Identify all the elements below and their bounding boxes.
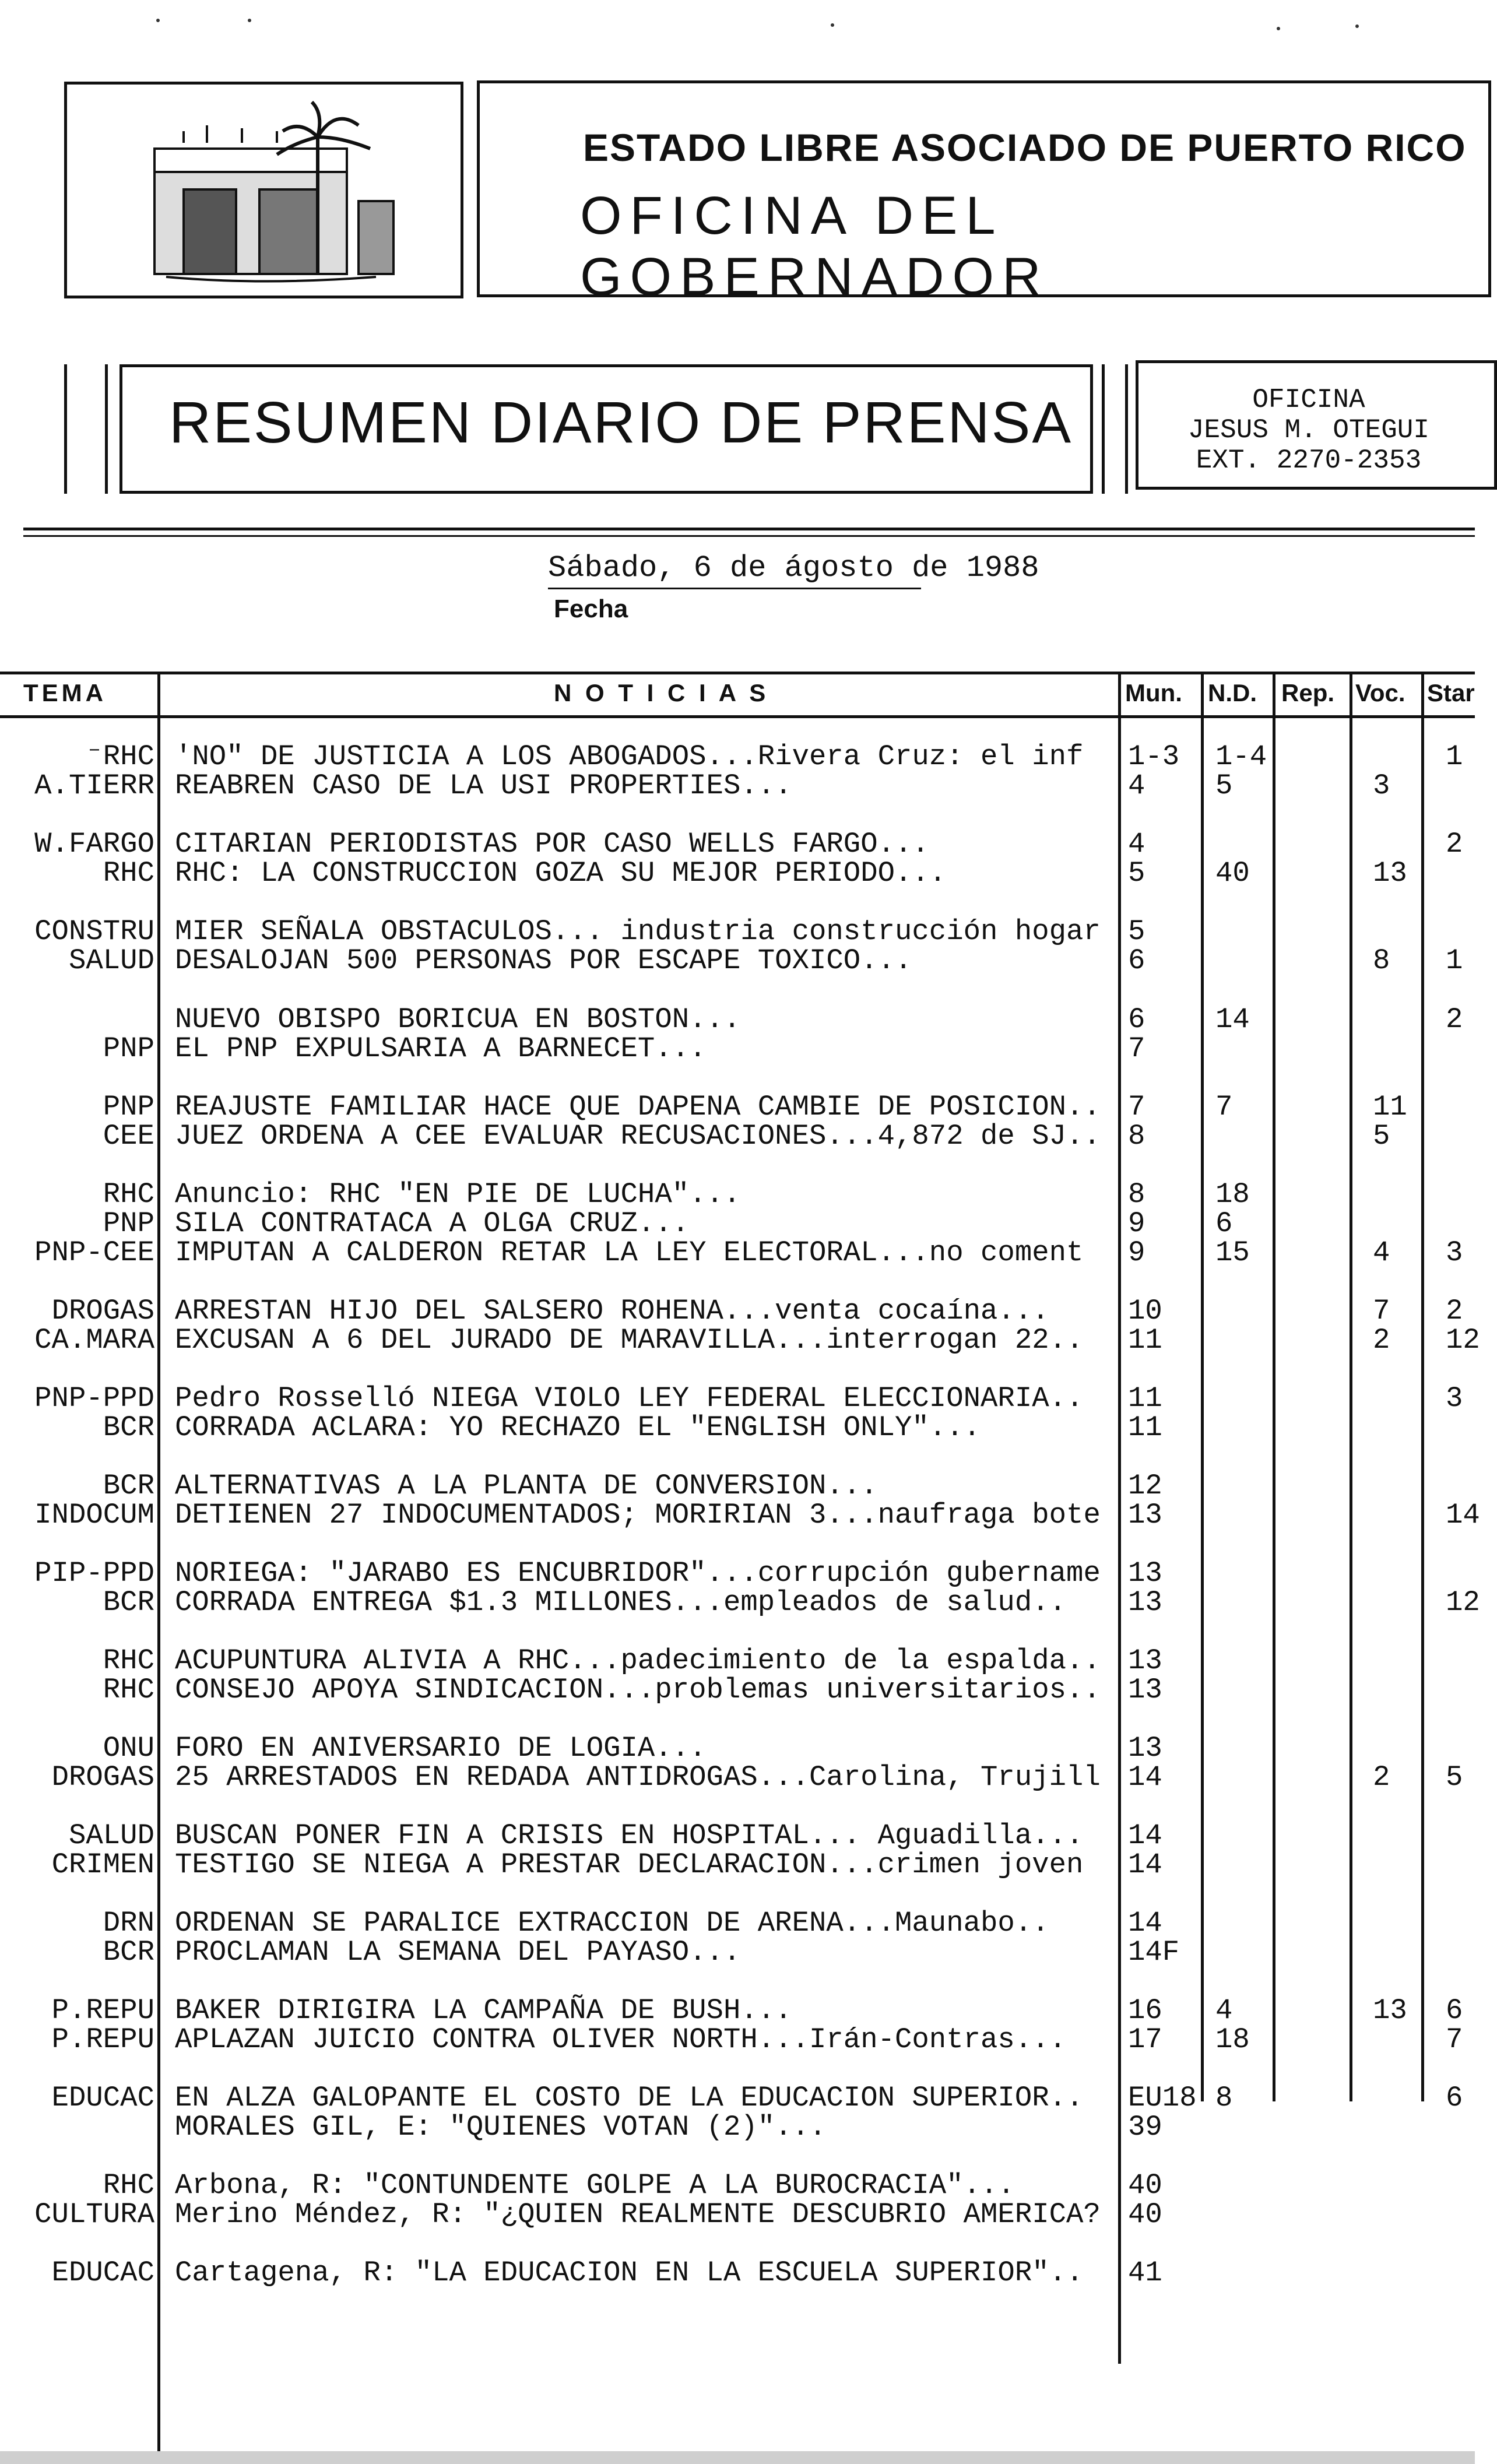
row-tema: DROGAS <box>51 1295 154 1327</box>
column-divider <box>1421 673 1424 2101</box>
row-tema: RHC <box>103 857 154 890</box>
table-header-border <box>0 715 1475 718</box>
scan-speck <box>248 19 251 22</box>
row-mun: 4 <box>1128 769 1145 802</box>
row-mun: 14 <box>1128 1819 1162 1852</box>
row-voc: 3 <box>1373 769 1390 802</box>
row-tema: PIP-PPD <box>34 1557 154 1590</box>
row-noticia: PROCLAMAN LA SEMANA DEL PAYASO... <box>175 1936 741 1969</box>
column-header-noticias: N O T I C I A S <box>554 679 769 706</box>
row-noticia: CITARIAN PERIODISTAS POR CASO WELLS FARGO... <box>175 828 929 860</box>
row-noticia: CORRADA ACLARA: YO RECHAZO EL "ENGLISH ONLY"... <box>175 1411 981 1444</box>
row-tema: PNP <box>103 1032 154 1065</box>
row-mun: 11 <box>1128 1382 1162 1415</box>
row-noticia: NORIEGA: "JARABO ES ENCUBRIDOR"...corrupción gubername <box>175 1557 1101 1590</box>
table-top-border <box>0 672 1475 674</box>
row-mun: 13 <box>1128 1499 1162 1531</box>
scan-speck <box>1355 24 1359 28</box>
row-voc: 11 <box>1373 1091 1407 1123</box>
row-noticia: APLAZAN JUICIO CONTRA OLIVER NORTH...Irán-Contras... <box>175 2023 1067 2056</box>
row-tema: PNP <box>103 1091 154 1123</box>
office-contact-name: JESUS M. OTEGUI <box>1187 415 1430 445</box>
row-tema: CULTURA <box>34 2198 154 2231</box>
row-tema: PNP-CEE <box>34 1236 154 1269</box>
banner-right-bars <box>1102 364 1128 494</box>
column-header-mun: Mun. <box>1125 679 1182 706</box>
column-divider <box>1350 673 1352 2101</box>
row-noticia: DESALOJAN 500 PERSONAS POR ESCAPE TOXICO... <box>175 944 912 977</box>
office-title: OFICINA DEL GOBERNADOR <box>580 186 1049 307</box>
row-noticia: Arbona, R: "CONTUNDENTE GOLPE A LA BUROCRACIA"... <box>175 2169 1015 2202</box>
row-tema: BCR <box>103 1470 154 1502</box>
row-noticia: ORDENAN SE PARALICE EXTRACCION DE ARENA...Maunabo.. <box>175 1907 1049 1939</box>
row-star: 6 <box>1446 1994 1463 2027</box>
row-mun: 11 <box>1128 1324 1162 1356</box>
row-noticia: EN ALZA GALOPANTE EL COSTO DE LA EDUCACION SUPERIOR.. <box>175 2082 1084 2114</box>
row-voc: 2 <box>1373 1324 1390 1356</box>
row-mun: 40 <box>1128 2198 1162 2231</box>
row-mun: 4 <box>1128 828 1145 860</box>
row-noticia: REABREN CASO DE LA USI PROPERTIES... <box>175 769 792 802</box>
row-tema: BCR <box>103 1586 154 1619</box>
scan-speck <box>831 23 834 27</box>
row-tema: RHC <box>103 2169 154 2202</box>
row-mun: 10 <box>1128 1295 1162 1327</box>
fortaleza-logo-icon <box>67 85 461 296</box>
row-mun: 8 <box>1128 1120 1145 1152</box>
column-header-rep: Rep. <box>1281 679 1335 706</box>
row-mun: 14 <box>1128 1848 1162 1881</box>
row-mun: 14F <box>1128 1936 1180 1969</box>
row-tema: PNP <box>103 1207 154 1240</box>
row-noticia: SILA CONTRATACA A OLGA CRUZ... <box>175 1207 690 1240</box>
row-mun: 8 <box>1128 1178 1145 1211</box>
row-mun: 13 <box>1128 1674 1162 1706</box>
row-mun: 1-3 <box>1128 740 1180 773</box>
row-voc: 2 <box>1373 1761 1390 1794</box>
row-mun: 14 <box>1128 1761 1162 1794</box>
row-voc: 7 <box>1373 1295 1390 1327</box>
row-star: 1 <box>1446 944 1463 977</box>
row-star: 12 <box>1446 1586 1480 1619</box>
row-noticia: Cartagena, R: "LA EDUCACION EN LA ESCUELA SUPERIOR".. <box>175 2256 1084 2289</box>
office-label: OFICINA <box>1252 385 1365 415</box>
row-tema: W.FARGO <box>34 828 154 860</box>
column-header-nd: N.D. <box>1208 679 1257 706</box>
row-noticia: RHC: LA CONSTRUCCION GOZA SU MEJOR PERIODO... <box>175 857 947 890</box>
date-label: Fecha <box>554 595 628 623</box>
row-star: 3 <box>1446 1382 1463 1415</box>
office-extension: EXT. 2270-2353 <box>1196 445 1422 476</box>
column-header-tema: TEMA <box>23 679 107 706</box>
row-star: 1 <box>1446 740 1463 773</box>
office-contact <box>1157 385 1460 476</box>
row-nd: 18 <box>1215 2023 1250 2056</box>
row-nd: 7 <box>1215 1091 1233 1123</box>
row-tema: CEE <box>103 1120 154 1152</box>
row-tema: P.REPU <box>51 1994 154 2027</box>
row-noticia: REAJUSTE FAMILIAR HACE QUE DAPENA CAMBIE DE POSICION.. <box>175 1091 1101 1123</box>
row-mun: 13 <box>1128 1644 1162 1677</box>
row-nd: 14 <box>1215 1003 1250 1036</box>
banner-title: RESUMEN DIARIO DE PRENSA <box>169 390 1073 455</box>
row-mun: 41 <box>1128 2256 1162 2289</box>
row-tema: BCR <box>103 1936 154 1969</box>
row-nd: 5 <box>1215 769 1233 802</box>
row-noticia: CORRADA ENTREGA $1.3 MILLONES...empleados de salud.. <box>175 1586 1067 1619</box>
row-voc: 13 <box>1373 1994 1407 2027</box>
row-noticia: BAKER DIRIGIRA LA CAMPAÑA DE BUSH... <box>175 1994 792 2027</box>
row-noticia: BUSCAN PONER FIN A CRISIS EN HOSPITAL... Aguadilla... <box>175 1819 1084 1852</box>
row-mun: 17 <box>1128 2023 1162 2056</box>
row-tema: EDUCAC <box>51 2256 154 2289</box>
row-noticia: MIER SEÑALA OBSTACULOS... industria construcción hogar <box>175 915 1101 948</box>
row-mun: 13 <box>1128 1557 1162 1590</box>
column-header-star: Star <box>1427 679 1475 706</box>
row-mun: 5 <box>1128 915 1145 948</box>
row-mun: 16 <box>1128 1994 1162 2027</box>
row-star: 7 <box>1446 2023 1463 2056</box>
row-tema: RHC <box>103 1674 154 1706</box>
row-nd: 18 <box>1215 1178 1250 1211</box>
row-tema: DRN <box>103 1907 154 1939</box>
row-noticia: Pedro Rosselló NIEGA VIOLO LEY FEDERAL ELECCIONARIA.. <box>175 1382 1084 1415</box>
row-noticia: FORO EN ANIVERSARIO DE LOGIA... <box>175 1732 707 1764</box>
row-tema: PNP-PPD <box>34 1382 154 1415</box>
row-voc: 8 <box>1373 944 1390 977</box>
row-tema: SALUD <box>68 944 154 977</box>
logo-box <box>64 82 463 298</box>
row-nd: 6 <box>1215 1207 1233 1240</box>
row-mun: 7 <box>1128 1091 1145 1123</box>
row-tema: ⁻RHC <box>86 740 154 773</box>
row-noticia: ACUPUNTURA ALIVIA A RHC...padecimiento de la espalda.. <box>175 1644 1101 1677</box>
row-noticia: ALTERNATIVAS A LA PLANTA DE CONVERSION... <box>175 1470 878 1502</box>
row-nd: 4 <box>1215 1994 1233 2027</box>
row-tema: CA.MARA <box>34 1324 154 1356</box>
row-star: 2 <box>1446 828 1463 860</box>
row-tema: BCR <box>103 1411 154 1444</box>
row-tema: SALUD <box>68 1819 154 1852</box>
row-tema: ONU <box>103 1732 154 1764</box>
row-star: 14 <box>1446 1499 1480 1531</box>
row-mun: 6 <box>1128 944 1145 977</box>
row-noticia: IMPUTAN A CALDERON RETAR LA LEY ELECTORAL...no coment <box>175 1236 1084 1269</box>
row-star: 6 <box>1446 2082 1463 2114</box>
row-noticia: TESTIGO SE NIEGA A PRESTAR DECLARACION...crimen joven <box>175 1848 1084 1881</box>
row-nd: 15 <box>1215 1236 1250 1269</box>
column-header-voc: Voc. <box>1355 679 1405 706</box>
row-tema: P.REPU <box>51 2023 154 2056</box>
row-noticia: EXCUSAN A 6 DEL JURADO DE MARAVILLA...interrogan 22.. <box>175 1324 1084 1356</box>
row-tema: CONSTRU <box>34 915 154 948</box>
row-mun: 14 <box>1128 1907 1162 1939</box>
row-tema: CRIMEN <box>51 1848 154 1881</box>
row-mun: 7 <box>1128 1032 1145 1065</box>
row-noticia: NUEVO OBISPO BORICUA EN BOSTON... <box>175 1003 741 1036</box>
separator-line <box>23 528 1475 530</box>
date-underline <box>548 588 921 589</box>
row-noticia: ARRESTAN HIJO DEL SALSERO ROHENA...venta cocaína... <box>175 1295 1049 1327</box>
row-noticia: Merino Méndez, R: "¿QUIEN REALMENTE DESCUBRIO AMERICA? <box>175 2198 1101 2231</box>
row-mun: 11 <box>1128 1411 1162 1444</box>
row-voc: 5 <box>1373 1120 1390 1152</box>
row-mun: EU18 <box>1128 2082 1197 2114</box>
row-mun: 9 <box>1128 1207 1145 1240</box>
row-noticia: 25 ARRESTADOS EN REDADA ANTIDROGAS...Carolina, Trujill <box>175 1761 1101 1794</box>
row-mun: 5 <box>1128 857 1145 890</box>
row-tema: INDOCUM <box>34 1499 154 1531</box>
row-star: 2 <box>1446 1295 1463 1327</box>
row-mun: 40 <box>1128 2169 1162 2202</box>
row-noticia: 'NO" DE JUSTICIA A LOS ABOGADOS...Rivera Cruz: el inf <box>175 740 1084 773</box>
banner-left-bars <box>64 364 108 494</box>
row-tema: RHC <box>103 1178 154 1211</box>
row-nd: 40 <box>1215 857 1250 890</box>
row-tema: EDUCAC <box>51 2082 154 2114</box>
scan-speck <box>156 19 160 22</box>
row-noticia: EL PNP EXPULSARIA A BARNECET... <box>175 1032 707 1065</box>
row-tema: DROGAS <box>51 1761 154 1794</box>
row-noticia: CONSEJO APOYA SINDICACION...problemas universitarios.. <box>175 1674 1101 1706</box>
separator-line <box>23 535 1475 537</box>
column-divider <box>1201 673 1204 2101</box>
row-mun: 13 <box>1128 1732 1162 1764</box>
row-nd: 8 <box>1215 2082 1233 2114</box>
row-voc: 4 <box>1373 1236 1390 1269</box>
row-tema: RHC <box>103 1644 154 1677</box>
row-star: 12 <box>1446 1324 1480 1356</box>
row-mun: 9 <box>1128 1236 1145 1269</box>
row-noticia: MORALES GIL, E: "QUIENES VOTAN (2)"... <box>175 2111 827 2143</box>
column-divider <box>1273 673 1275 2101</box>
row-mun: 6 <box>1128 1003 1145 1036</box>
row-mun: 39 <box>1128 2111 1162 2143</box>
row-mun: 13 <box>1128 1586 1162 1619</box>
scan-speck <box>1277 27 1280 30</box>
row-voc: 13 <box>1373 857 1407 890</box>
row-noticia: DETIENEN 27 INDOCUMENTADOS; MORIRIAN 3...naufraga bote <box>175 1499 1101 1531</box>
row-nd: 1-4 <box>1215 740 1267 773</box>
row-tema: A.TIERR <box>34 769 154 802</box>
row-star: 3 <box>1446 1236 1463 1269</box>
row-mun: 12 <box>1128 1470 1162 1502</box>
column-divider <box>157 673 160 2463</box>
row-star: 5 <box>1446 1761 1463 1794</box>
column-divider <box>1118 673 1121 2364</box>
row-star: 2 <box>1446 1003 1463 1036</box>
row-noticia: Anuncio: RHC "EN PIE DE LUCHA"... <box>175 1178 741 1211</box>
date-value: Sábado, 6 de ágosto de 1988 <box>548 551 1039 585</box>
bottom-shadow <box>0 2451 1475 2464</box>
row-noticia: JUEZ ORDENA A CEE EVALUAR RECUSACIONES...4,872 de SJ.. <box>175 1120 1101 1152</box>
agency-line: ESTADO LIBRE ASOCIADO DE PUERTO RICO <box>583 126 1467 169</box>
